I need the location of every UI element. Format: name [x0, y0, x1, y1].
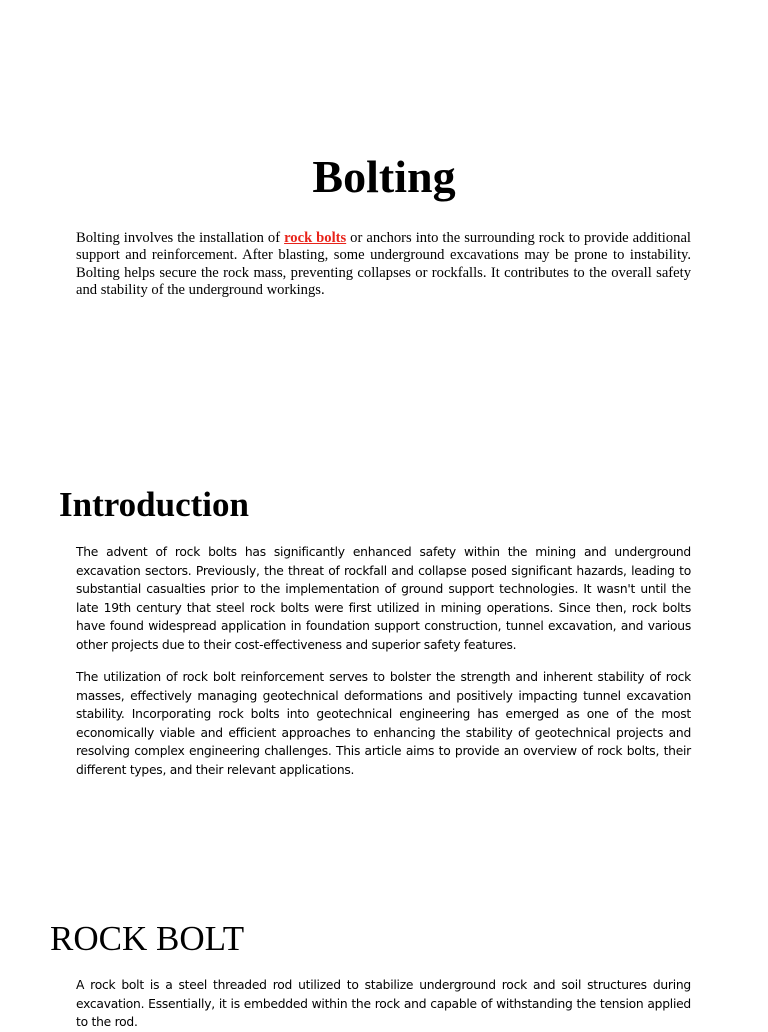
introduction-heading: Introduction — [59, 485, 249, 524]
rock-bolts-link[interactable]: rock bolts — [284, 230, 347, 246]
introduction-paragraph-1: The advent of rock bolts has significantly enhanced safety within the mining and underground excavation sectors. Previously, the threat of rockfall and collapse posed significant hazards, leading to substantial casualties prior to the implementation of ground support technologies. It wasn't until the late 19th century that steel rock bolts were first utilized in mining operations. Since then, rock bolts have found widespread application in foundation support construction, tunnel excavation, and various other projects due to their cost-effectiveness and superior safety features. — [76, 545, 691, 652]
intro-text-after-link: or anchors into the surrounding rock to provide additional support and reinforcement. After blasting, some underground excavations may be prone to instability. Bolting helps secure the rock mass, preventing collapses or rockfalls. It contributes to the overall safety and stability of the underground workings. — [76, 230, 691, 299]
introduction-paragraph-2: The utilization of rock bolt reinforcement serves to bolster the strength and inherent stability of rock masses, effectively managing geotechnical deformations and positively impacting tunnel excavation stability. Incorporating rock bolts into geotechnical engineering has emerged as one of the most economically viable and efficient approaches to enhancing the stability of geotechnical projects and resolving complex engineering challenges. This article aims to provide an overview of rock bolts, their different types, and their relevant applications. — [76, 670, 691, 777]
page-title: Bolting — [312, 151, 456, 202]
rock-bolt-paragraph: A rock bolt is a steel threaded rod utilized to stabilize underground rock and soil structures during excavation. Essentially, it is embedded within the rock and capable of withstanding the tension applied to the rod. — [76, 978, 691, 1030]
intro-text-before-link: Bolting involves the installation of — [76, 230, 285, 246]
intro-paragraph — [76, 230, 691, 300]
rock-bolt-heading: ROCK BOLT — [50, 919, 245, 958]
